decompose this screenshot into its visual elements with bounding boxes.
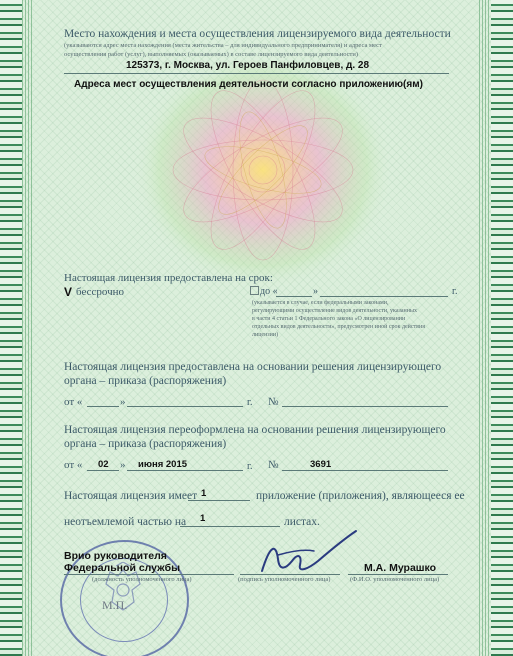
reissue-year-suffix: г. <box>247 461 253 472</box>
until-day-line <box>276 296 312 297</box>
unlimited-label: бессрочно <box>76 286 125 298</box>
appendix-line2-prefix: неотъемлемой частью на <box>64 516 187 528</box>
reissue-from-prefix: от « <box>64 459 83 471</box>
reissue-day: 02 <box>98 459 109 470</box>
term-note-2: регулирующими осуществление видов деятельности, указанных <box>252 308 418 314</box>
address-value: 125373, г. Москва, ул. Героев Панфиловцев, д. 28 <box>126 60 370 71</box>
basis-from-prefix: от « <box>64 396 83 408</box>
until-checkbox <box>250 286 259 295</box>
name-line <box>348 574 448 575</box>
inner-edge-left <box>22 0 34 656</box>
activity-places: Адреса мест осуществления деятельности согласно приложению(ям) <box>74 79 423 90</box>
unlimited-checkbox: V <box>64 285 73 299</box>
reissue-month-line <box>127 470 243 471</box>
appendix-line1-suffix: приложение (приложения), являющееся ее <box>256 490 465 502</box>
address-heading: Место нахождения и места осуществления лицензируемого вида деятельности <box>64 28 451 40</box>
basis-year-suffix: г. <box>247 397 253 408</box>
position-caption: (должность уполномоченного лица) <box>92 576 192 583</box>
reissue-number: 3691 <box>310 459 332 470</box>
address-note-1: (указываются адрес места нахождения (места жительства – для индивидуального предпринимателя) и адреса мест <box>64 42 382 49</box>
until-month-line <box>320 296 448 297</box>
until-prefix: до « <box>260 286 278 297</box>
reissue-line-2: органа – приказа (распоряжения) <box>64 438 227 450</box>
term-note-5: лицензии) <box>252 332 279 338</box>
position-line <box>64 574 234 575</box>
reissue-from-mid: » <box>120 459 126 471</box>
reissue-day-line <box>87 470 119 471</box>
term-note-3: в части 4 статьи 1 Федерального закона «О лицензировании <box>252 316 406 322</box>
until-suffix: г. <box>452 286 458 297</box>
term-note-4: отдельных видов деятельности», предусмотрен иной срок действия <box>252 324 425 330</box>
basis-from-mid: » <box>120 396 126 408</box>
basis-line-2: органа – приказа (распоряжения) <box>64 375 227 387</box>
basis-line-1: Настоящая лицензия предоставлена на основании решения лицензирующего <box>64 361 442 373</box>
appendix-count: 1 <box>201 488 207 499</box>
signature-line <box>240 574 340 575</box>
name-caption: (Ф.И.О. уполномоченного лица) <box>350 576 440 583</box>
term-heading: Настоящая лицензия предоставлена на срок: <box>64 272 273 284</box>
signature-caption: (подпись уполномоченного лица) <box>238 576 331 583</box>
basis-month-line <box>127 406 243 407</box>
appendix-line1-prefix: Настоящая лицензия имеет <box>64 490 198 502</box>
seal-label: М.П. <box>102 598 128 612</box>
signer-position-2: Федеральной службы <box>64 562 181 574</box>
basis-day-line <box>87 406 119 407</box>
until-mid: » <box>313 286 318 297</box>
guilloche-border-right <box>491 0 513 656</box>
address-note-2: осуществления работ (услуг), выполняемых (оказываемых) в составе лицензируемого вида деятельности) <box>64 51 358 58</box>
reissue-month-year: июня 2015 <box>138 459 188 470</box>
reissue-number-line <box>282 470 448 471</box>
reissue-number-label: № <box>268 459 279 471</box>
appendix-count-line <box>188 500 250 501</box>
basis-number-line <box>282 406 448 407</box>
signer-name: М.А. Мурашко <box>364 562 437 574</box>
inner-edge-right <box>479 0 491 656</box>
appendix-line2-suffix: листах. <box>284 516 320 528</box>
address-underline <box>64 73 449 74</box>
appendix-sheets: 1 <box>200 513 206 524</box>
reissue-line-1: Настоящая лицензия переоформлена на основании решения лицензирующего <box>64 424 446 436</box>
signer-position-1: Врио руководителя <box>64 550 167 562</box>
guilloche-border-left <box>0 0 22 656</box>
term-note-1: (указывается в случае, если федеральными законами, <box>252 300 389 306</box>
basis-number-label: № <box>268 396 279 408</box>
